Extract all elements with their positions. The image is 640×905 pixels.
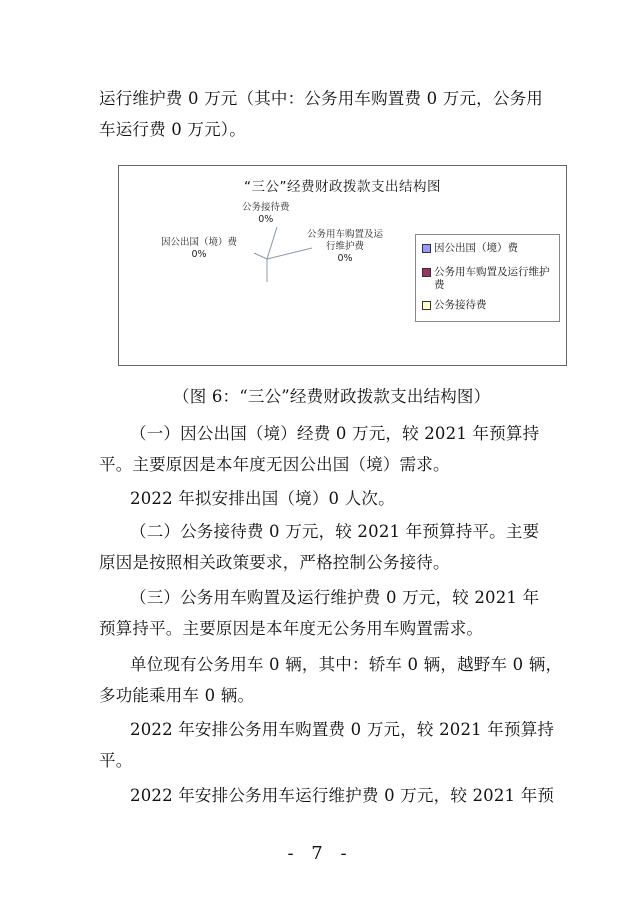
paragraph-line: 多功能乘用车 0 辆。 <box>99 686 255 705</box>
legend-swatch <box>422 244 431 253</box>
slice-label-value: 0% <box>191 249 207 260</box>
paragraph-line: （一）因公出国（境）经费 0 万元，较 2021 年预算持 <box>130 424 540 443</box>
pie-chart <box>118 165 567 366</box>
legend-label: 公务接待费 <box>434 299 487 311</box>
paragraph-line: 2022 年安排公务用车运行维护费 0 万元，较 2021 年预 <box>130 786 555 805</box>
legend-label: 因公出国（境）费 <box>434 242 518 254</box>
slice-label-name: 因公出国（境）费 <box>161 237 238 248</box>
slice-label-value: 0% <box>258 214 274 225</box>
legend-label: 费 <box>434 279 445 291</box>
legend-swatch <box>422 301 431 310</box>
paragraph-line: （三）公务用车购置及运行维护费 0 万元，较 2021 年 <box>130 588 540 607</box>
chart-legend <box>415 234 560 322</box>
slice-label-travel <box>161 237 237 261</box>
chart-title: “三公”经费财政拨款支出结构图 <box>244 179 441 195</box>
paragraph-line: 运行维护费 0 万元（其中：公务用车购置费 0 万元，公务用 <box>99 89 543 108</box>
leader-line-reception <box>267 227 277 259</box>
paragraph-line: 车运行费 0 万元）。 <box>99 120 246 139</box>
page-number: - 7 - <box>287 843 353 864</box>
slice-label-name: 公务接待费 <box>242 202 290 213</box>
slice-label-vehicle <box>307 229 383 265</box>
leader-line-travel <box>254 253 267 259</box>
legend-label: 公务用车购置及运行维护 <box>434 266 550 278</box>
paragraph-line: 预算持平。主要原因是本年度无公务用车购置需求。 <box>99 619 484 638</box>
legend-swatch <box>422 268 431 277</box>
slice-label-value: 0% <box>337 253 353 264</box>
paragraph-line: （二）公务接待费 0 万元，较 2021 年预算持平。主要 <box>130 522 540 541</box>
paragraph-line: 平。主要原因是本年度无因公出国（境）需求。 <box>99 455 450 474</box>
paragraph-line: 单位现有公务用车 0 辆，其中：轿车 0 辆，越野车 0 辆， <box>130 655 563 674</box>
paragraph-line: 平。 <box>99 751 133 770</box>
leader-line-vehicle <box>267 248 312 259</box>
slice-label-name: 公务用车购置及运 <box>307 229 384 240</box>
slice-label-name: 行维护费 <box>326 241 365 252</box>
figure-caption: （图 6：“三公”经费财政拨款支出结构图） <box>173 387 491 406</box>
slice-label-reception <box>242 202 290 226</box>
paragraph-line: 2022 年拟安排出国（境）0 人次。 <box>130 489 395 508</box>
paragraph-line: 2022 年安排公务用车购置费 0 万元，较 2021 年预算持 <box>130 720 555 739</box>
paragraph-line: 原因是按照相关政策要求，严格控制公务接待。 <box>99 553 450 572</box>
